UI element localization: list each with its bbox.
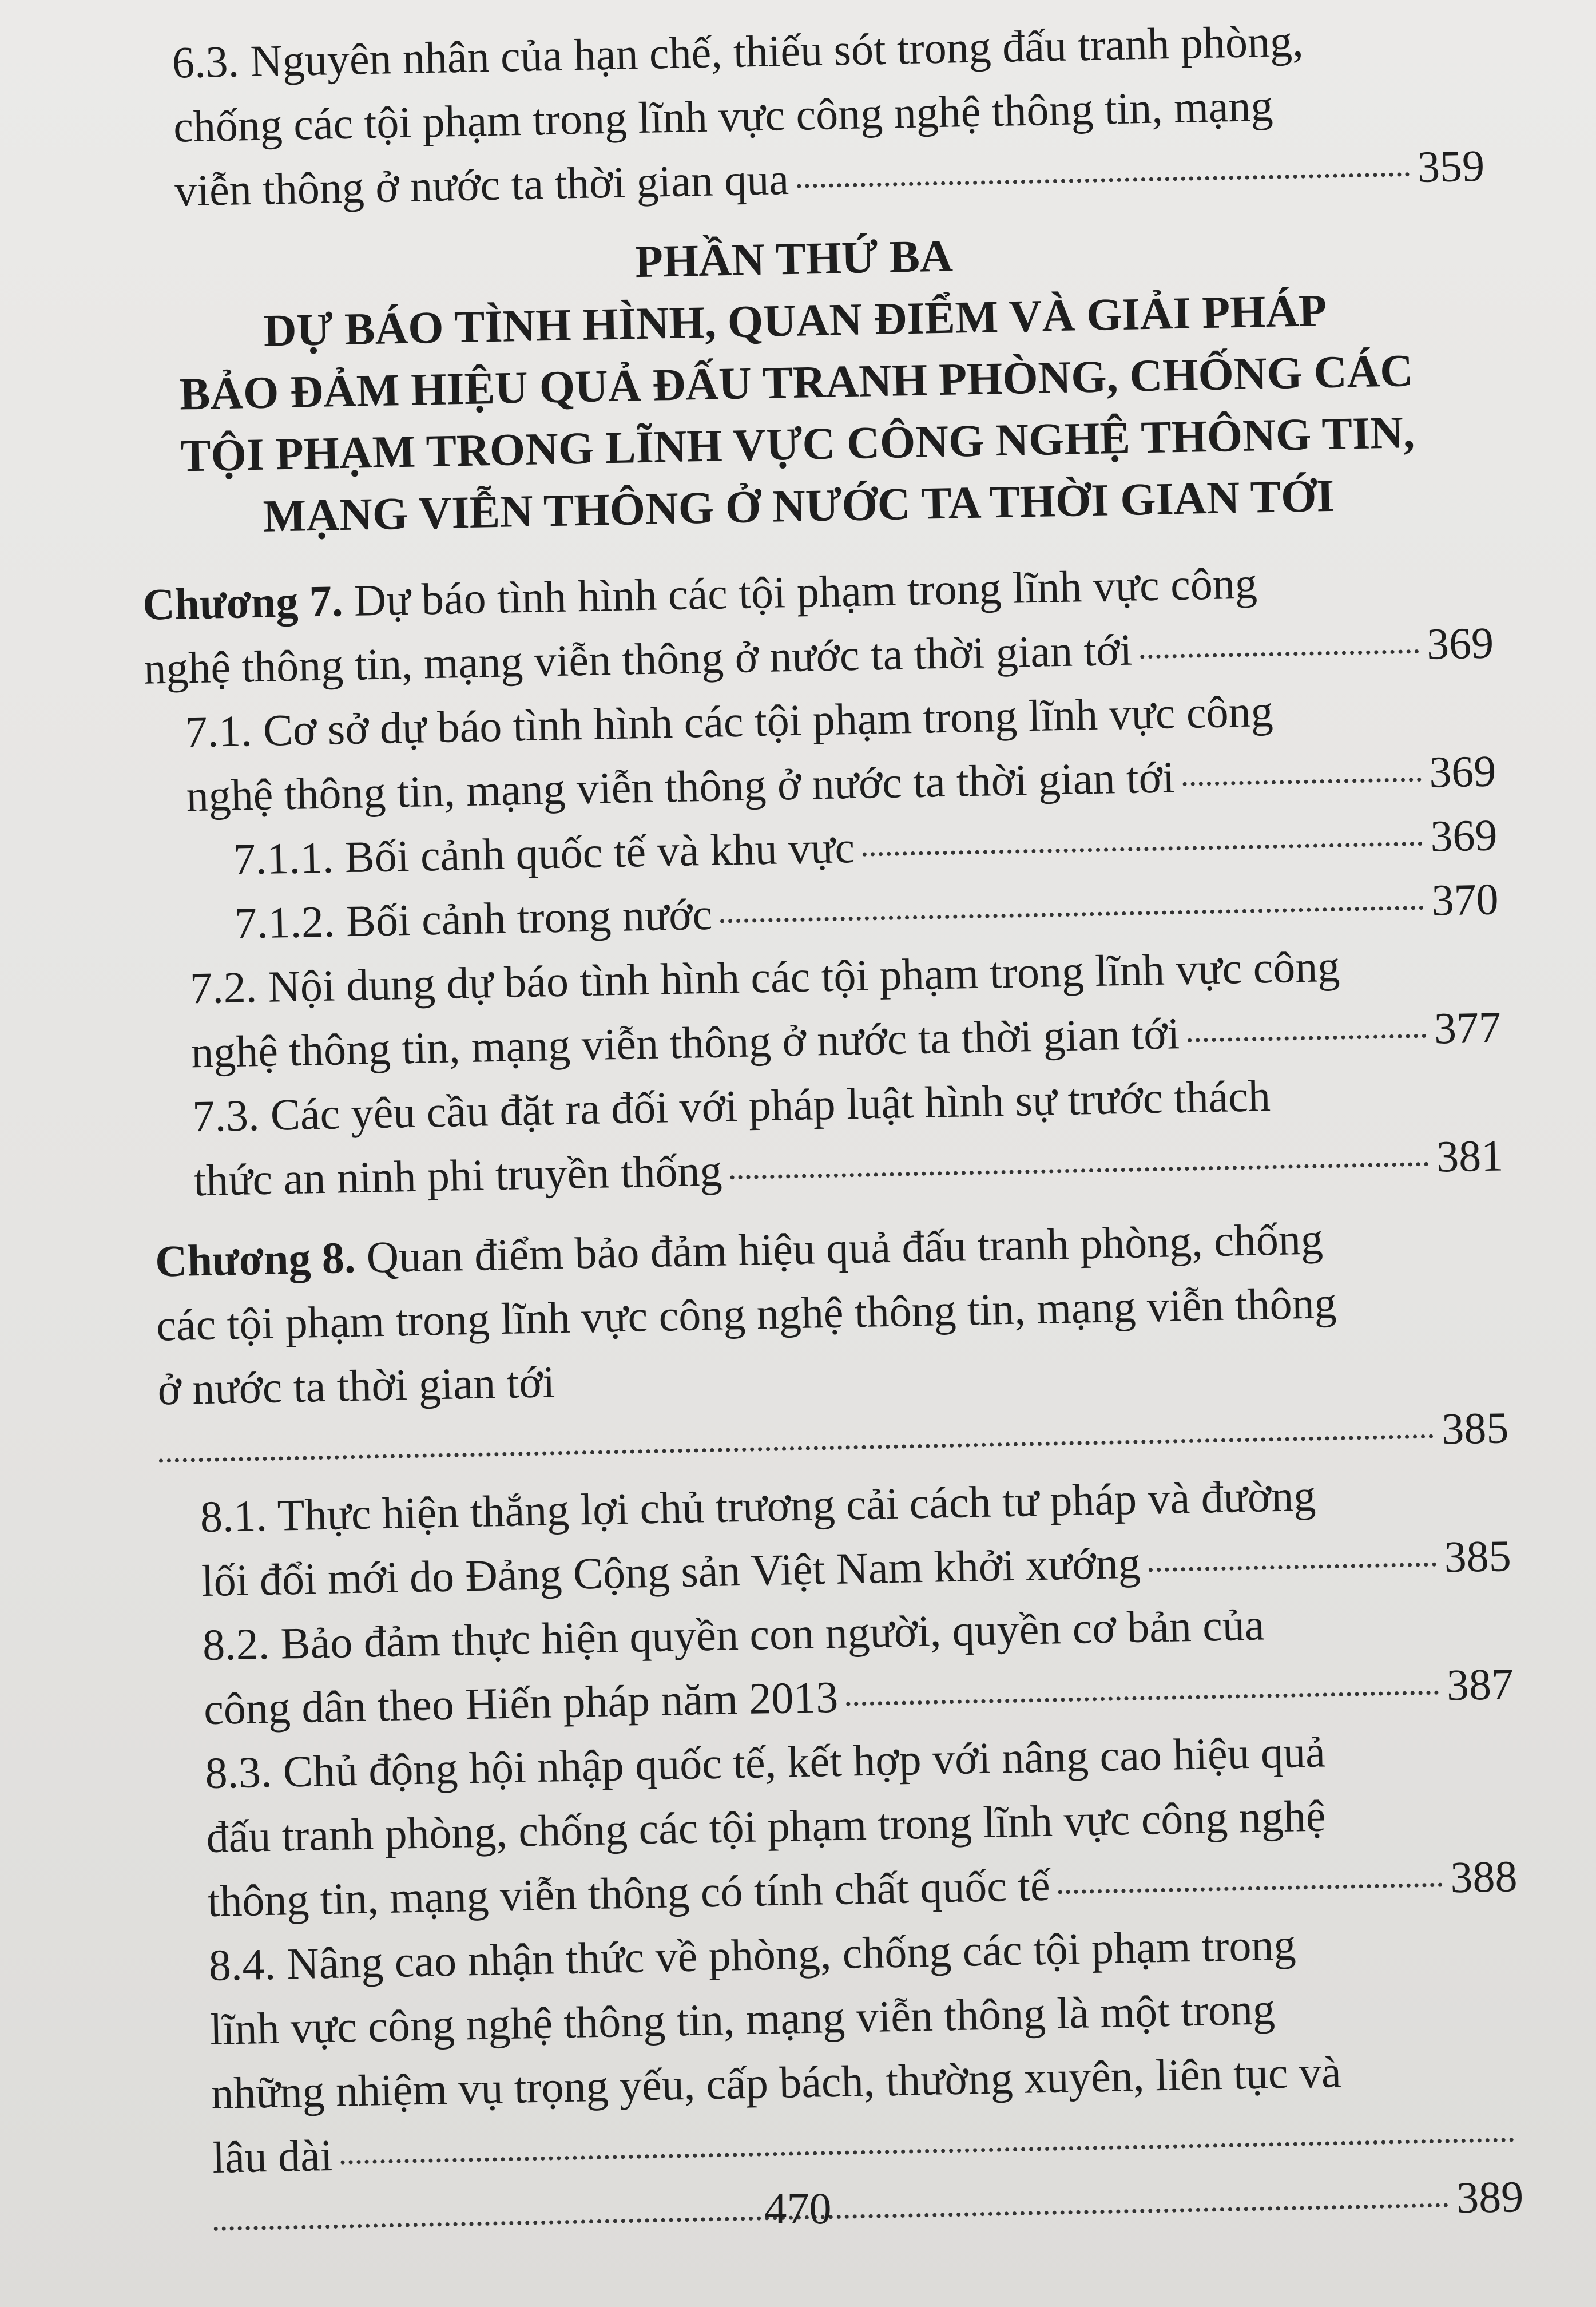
toc-entry-text: nghệ thông tin, mạng viễn thông ở nước ta thời gian tới <box>143 624 1133 693</box>
toc-entry-text: thức an ninh phi truyền thống <box>193 1145 723 1206</box>
dot-leader <box>159 1434 1434 1463</box>
chapter-label: Chương 8. <box>154 1232 356 1286</box>
part-heading <box>136 215 1491 550</box>
toc-entry-8-3 <box>164 1716 1518 1934</box>
toc-entry-line: ở nước ta thời gian tới <box>157 1357 555 1414</box>
toc-entry-text: 7.1.1. Bối cảnh quốc tế và khu vực <box>232 822 855 884</box>
toc-entry-text: nghệ thông tin, mạng viễn thông ở nước ta thời gian tới <box>190 1008 1180 1077</box>
page-ref: 370 <box>1431 874 1499 925</box>
toc-entry-line: 8.4. Nâng cao nhận thức về phòng, chống các tội phạm trong <box>208 1919 1297 1991</box>
toc-entry-line: lĩnh vực công nghệ thông tin, mạng viễn thông là một trong <box>209 1984 1276 2055</box>
dot-leader <box>341 2138 1515 2164</box>
toc-entry-text: viễn thông ở nước ta thời gian qua <box>174 154 789 216</box>
part-title-line: BẢO ĐẢM HIỆU QUẢ ĐẤU TRANH PHÒNG, CHỐNG CÁC <box>179 346 1414 420</box>
toc-entry-text: 7.1.2. Bối cảnh trong nước <box>234 889 713 948</box>
dot-leader <box>1058 1883 1443 1894</box>
page-ref: 381 <box>1436 1130 1504 1182</box>
dot-leader <box>720 906 1424 923</box>
dot-leader <box>1188 1034 1426 1042</box>
dot-leader <box>797 172 1410 188</box>
toc-entry-text: lâu dài <box>212 2130 334 2182</box>
page-ref: 359 <box>1417 140 1485 192</box>
chapter-title: Dự báo tình hình các tội phạm trong lĩnh vực công <box>342 558 1258 626</box>
page-ref: 385 <box>1443 1531 1512 1582</box>
page-ref: 389 <box>1456 2171 1524 2223</box>
toc-entry-line: 8.2. Bảo đảm thực hiện quyền con người, quyền cơ bản của <box>202 1599 1265 1670</box>
dot-leader <box>1140 649 1419 659</box>
toc-entry-line: 8.1. Thực hiện thắng lợi chủ trương cải cách tư pháp và đường <box>200 1470 1316 1542</box>
page-ref: 385 <box>1441 1402 1510 1454</box>
toc-entry-line: 6.3. Nguyên nhân của hạn chế, thiếu sót trong đấu tranh phòng, <box>172 15 1304 88</box>
toc-entry-line: chống các tội phạm trong lĩnh vực công nghệ thông tin, mạng <box>173 80 1274 152</box>
dot-leader <box>846 1691 1439 1706</box>
toc-entry-text: thông tin, mạng viễn thông có tính chất quốc tế <box>207 1860 1051 1927</box>
part-title-line: TỘI PHẠM TRONG LĨNH VỰC CÔNG NGHỆ THÔNG TIN, <box>180 407 1415 482</box>
toc-chapter-7 <box>142 547 1494 701</box>
toc-entry-text: lối đổi mới do Đảng Cộng sản Việt Nam khởi xướng <box>201 1537 1141 1606</box>
toc-entry-line: các tội phạm trong lĩnh vực công nghệ thông tin, mạng viễn thông <box>156 1277 1337 1350</box>
page-ref: 388 <box>1450 1851 1518 1902</box>
dot-leader <box>1149 1563 1436 1572</box>
toc-entry-8-1 <box>160 1460 1512 1614</box>
toc-entry-line: 7.2. Nội dung dự báo tình hình các tội phạm trong lĩnh vực công <box>189 941 1340 1013</box>
toc-entry-7-3 <box>152 1059 1504 1213</box>
page-ref: 387 <box>1446 1659 1514 1710</box>
toc-entry-line: 8.3. Chủ động hội nhập quốc tế, kết hợp với nâng cao hiệu quả <box>204 1726 1326 1798</box>
page-ref: 369 <box>1428 746 1497 797</box>
dot-leader <box>1183 778 1422 786</box>
part-title-line: MẠNG VIỄN THÔNG Ở NƯỚC TA THỜI GIAN TỚI <box>263 470 1335 542</box>
part-title-line: DỰ BÁO TÌNH HÌNH, QUAN ĐIỂM VÀ GIẢI PHÁP <box>263 285 1327 356</box>
page-ref: 369 <box>1430 810 1498 861</box>
chapter-label: Chương 7. <box>142 576 344 629</box>
dot-leader <box>863 842 1423 857</box>
toc-entry-line: 7.1. Cơ sở dự báo tình hình các tội phạm trong lĩnh vực công <box>184 685 1274 757</box>
page-number: 470 <box>764 2183 832 2233</box>
dot-leader <box>730 1162 1429 1179</box>
toc-entry-line: đấu tranh phòng, chống các tội phạm trong lĩnh vực công nghệ <box>205 1790 1327 1862</box>
page-ref: 369 <box>1426 617 1494 669</box>
chapter-title: Quan điểm bảo đảm hiệu quả đấu tranh phòng, chống <box>355 1214 1324 1282</box>
part-label: PHẦN THỨ BA <box>634 231 954 288</box>
toc-entry-line: những nhiệm vụ trọng yếu, cấp bách, thường xuyên, liên tục và <box>211 2047 1342 2118</box>
toc-entry-8-2 <box>162 1588 1514 1742</box>
toc-entry-7-1 <box>144 675 1496 829</box>
toc-entry-line: 7.3. Các yêu cầu đặt ra đối với pháp luật hình sự trước thách <box>192 1071 1271 1141</box>
toc-entry-7-2 <box>149 931 1502 1085</box>
toc-entry-text: công dân theo Hiến pháp năm 2013 <box>203 1671 839 1734</box>
toc-chapter-8 <box>154 1203 1509 1485</box>
toc-entry-6-3 <box>132 6 1485 224</box>
page-ref: 377 <box>1434 1002 1502 1053</box>
table-of-contents <box>132 6 1524 2255</box>
toc-entry-text: nghệ thông tin, mạng viễn thông ở nước ta thời gian tới <box>185 752 1176 821</box>
